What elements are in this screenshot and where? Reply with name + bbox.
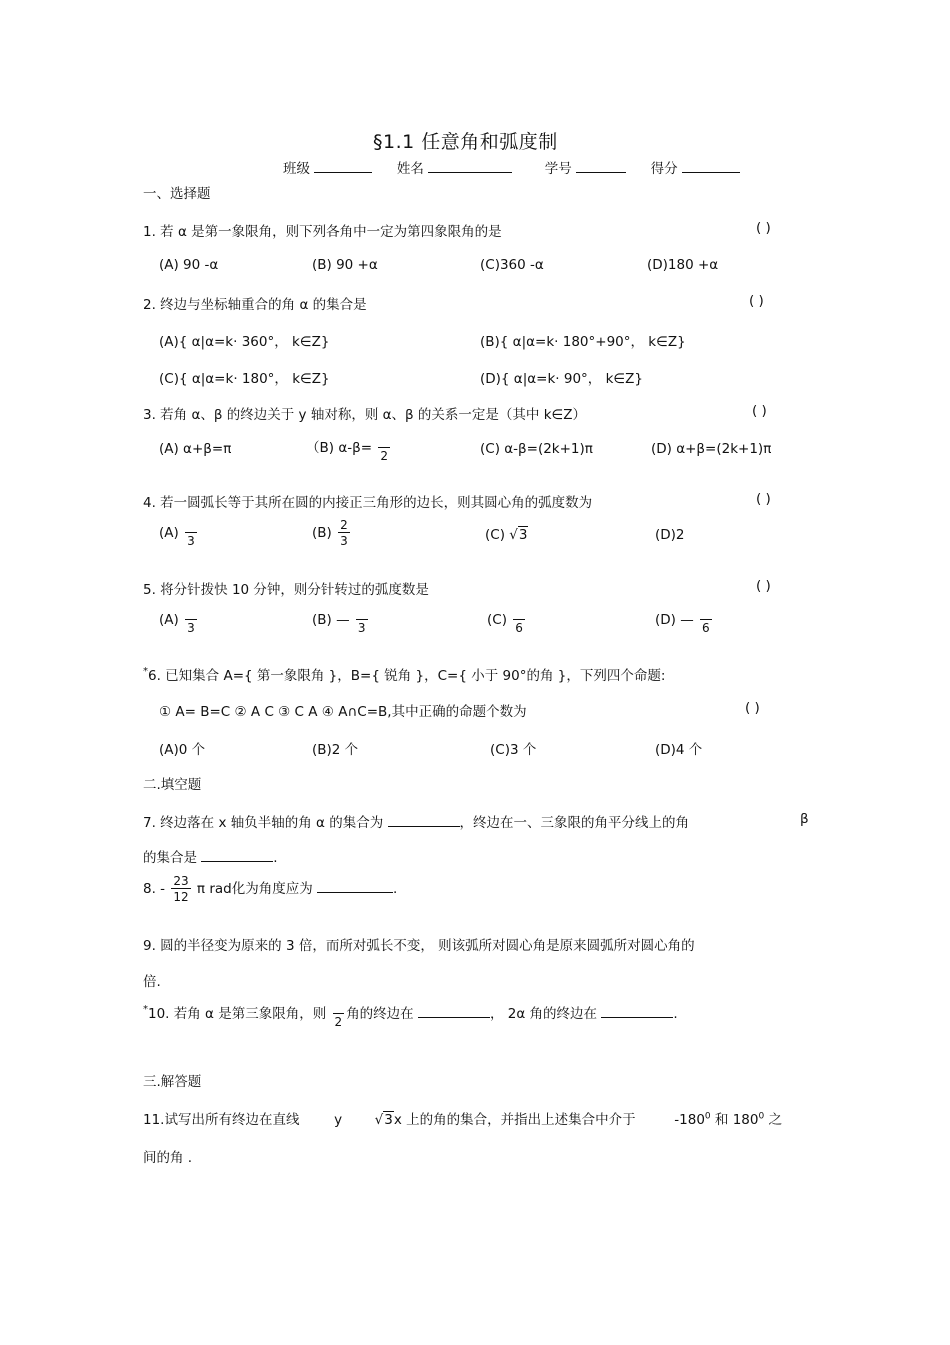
q11-x: x: [393, 1112, 402, 1128]
q11-y: y: [334, 1112, 343, 1128]
q5-option-c-label: (C): [487, 612, 507, 628]
q10-prefix: 10. 若角 α 是第三象限角，则: [148, 1006, 327, 1022]
q5-option-c-fraction: [513, 606, 525, 634]
q2-option-b: (B){ α|α=k· 180°+90°， k∈Z}: [480, 334, 686, 350]
q8: [143, 875, 397, 903]
q8-text: π rad化为角度应为: [196, 881, 313, 897]
q8-prefix: 8. -: [143, 881, 166, 897]
q6-answer-paren: ( ): [745, 700, 760, 716]
q5-option-c: [487, 606, 527, 634]
q3-option-a: (A) α+β=π: [159, 441, 232, 457]
q2-option-a: (A){ α|α=k· 360°， k∈Z}: [159, 334, 330, 350]
q10-middle: 角的终边在: [346, 1006, 414, 1022]
q8-end: .: [393, 881, 398, 897]
q11-degree-2: 0: [758, 1111, 765, 1122]
q4-option-b: [312, 519, 352, 547]
q5-option-d-fraction: [700, 606, 712, 634]
q10-blank-2[interactable]: [601, 1003, 673, 1018]
q5-option-a: [159, 606, 199, 634]
q8-blank[interactable]: [317, 878, 393, 893]
q10-part2: 2α 角的终边在: [507, 1006, 598, 1022]
q3-answer-paren: ( ): [752, 403, 767, 419]
q1-option-c: (C)360 -α: [480, 257, 544, 273]
q6-propositions: ① A= B=C ② A C ③ C A ④ A∩C=B,其中正确的命题个数为: [159, 704, 527, 720]
q6-stem-text: 6. 已知集合 A={ 第一象限角 }，B={ 锐角 }，C={ 小于 90°的角 }，下列四个命题:: [148, 668, 666, 684]
q3-option-c: (C) α-β=(2k+1)π: [480, 441, 593, 457]
q11-line1: [143, 1108, 782, 1128]
q11-line2: 间的角 .: [143, 1150, 193, 1166]
name-label: 姓名: [396, 161, 424, 177]
q3-option-b-label: （B) α-β=: [306, 440, 373, 456]
id-field[interactable]: [576, 158, 626, 173]
q1-option-d: (D)180 +α: [647, 257, 719, 273]
q7-blank-1[interactable]: [388, 812, 460, 827]
q4-option-c-label: (C): [485, 527, 505, 543]
q7-part2: ，终边在一、三象限的角平分线上的角: [459, 815, 690, 831]
q7-line1: [143, 811, 689, 831]
q4-option-c-sqrt: √3: [509, 527, 528, 543]
q5-option-b: [312, 606, 370, 634]
q4-option-a: [159, 519, 199, 547]
q10: [143, 1000, 678, 1028]
q2-answer-paren: ( ): [749, 293, 764, 309]
q8-numerator: 23: [173, 874, 189, 888]
q1-option-a: (A) 90 -α: [159, 257, 219, 273]
q4-option-b-fraction: [338, 519, 350, 547]
q5-option-b-denominator: 3: [357, 621, 366, 635]
q4-option-d: (D)2: [655, 527, 685, 543]
score-label: 得分: [650, 161, 678, 177]
q11-value-1: -180: [674, 1112, 705, 1128]
q5-option-a-denominator: 3: [187, 621, 195, 635]
q11-degree-1: 0: [704, 1111, 711, 1122]
q5-option-d-label: (D) —: [655, 612, 694, 628]
q5-option-a-label: (A): [159, 612, 179, 628]
q10-blank-1[interactable]: [418, 1003, 490, 1018]
name-field[interactable]: [428, 158, 512, 173]
q4-option-a-label: (A): [159, 525, 179, 541]
q1-answer-paren: ( ): [756, 220, 771, 236]
q3-option-d: (D) α+β=(2k+1)π: [651, 441, 772, 457]
q6-stem: [143, 664, 665, 684]
section-solve: 三.解答题: [143, 1074, 202, 1090]
section-choice: 一、选择题: [143, 186, 211, 202]
q2-option-c: (C){ α|α=k· 180°， k∈Z}: [159, 371, 330, 387]
q3-option-b-fraction: [378, 434, 390, 462]
q11-suffix: 之: [764, 1112, 783, 1128]
q6-star-mark: *: [143, 666, 148, 677]
q11-radicand: 3: [384, 1112, 393, 1128]
q4-option-b-label: (B): [312, 525, 332, 541]
score-field[interactable]: [682, 158, 740, 173]
q2-stem: 2. 终边与坐标轴重合的角 α 的集合是: [143, 297, 367, 313]
q11-and: 和 180: [710, 1112, 759, 1128]
q7-blank-2[interactable]: [201, 847, 273, 862]
q5-option-b-fraction: [356, 606, 368, 634]
q4-option-b-denominator: 3: [340, 534, 348, 548]
header-fields: [283, 157, 740, 177]
q7-part1: 7. 终边落在 x 轴负半轴的角 α 的集合为: [143, 815, 384, 831]
q9-line1: 9. 圆的半径变为原来的 3 倍，而所对弧长不变， 则该弧所对圆心角是原来圆弧所对圆心角的: [143, 938, 695, 954]
q4-option-b-numerator: 2: [340, 518, 348, 532]
q11-prefix: 11.试写出所有终边在直线: [143, 1112, 300, 1128]
q11-sqrt: √3: [374, 1112, 393, 1128]
q3-stem: 3. 若角 α、β 的终边关于 y 轴对称，则 α、β 的关系一定是（其中 k∈Z）: [143, 407, 587, 423]
q1-stem: 1. 若 α 是第一象限角，则下列各角中一定为第四象限角的是: [143, 224, 502, 240]
q10-denominator: 2: [334, 1015, 343, 1029]
q9-line2: 倍.: [143, 974, 161, 990]
q4-stem: 4. 若一圆弧长等于其所在圆的内接正三角形的边长，则其圆心角的弧度数为: [143, 495, 593, 511]
q5-option-a-fraction: [185, 606, 197, 634]
section-fill-in: 二.填空题: [143, 777, 202, 793]
q5-option-d: [655, 606, 714, 634]
q4-option-a-fraction: [185, 519, 197, 547]
id-label: 学号: [544, 161, 572, 177]
q6-option-c: (C)3 个: [490, 742, 537, 758]
q5-option-b-label: (B) —: [312, 612, 350, 628]
q7-end: .: [273, 850, 278, 866]
q11-middle: 上的角的集合，并指出上述集合中介于: [401, 1112, 636, 1128]
page-title: §1.1 任意角和弧度制: [373, 131, 558, 153]
q3-option-b-denominator: 2: [380, 449, 388, 463]
q6-option-d: (D)4 个: [655, 742, 703, 758]
q4-option-c: [485, 527, 528, 543]
q5-stem: 5. 将分针拨快 10 分钟，则分针转过的弧度数是: [143, 582, 429, 598]
class-label: 班级: [283, 161, 310, 177]
q6-option-b: (B)2 个: [312, 742, 359, 758]
q5-answer-paren: ( ): [756, 578, 771, 594]
q3-option-b: [306, 434, 392, 462]
q8-denominator: 12: [173, 890, 189, 904]
q7-line2: [143, 846, 278, 866]
q10-end: .: [673, 1006, 678, 1022]
q6-option-a: (A)0 个: [159, 742, 206, 758]
q2-option-d: (D){ α|α=k· 90°， k∈Z}: [480, 371, 644, 387]
q7-line2-text: 的集合是: [143, 850, 197, 866]
q10-separator: ，: [489, 1006, 504, 1022]
q8-fraction: [171, 875, 190, 903]
q10-star-mark: *: [143, 1004, 148, 1015]
q4-answer-paren: ( ): [756, 491, 771, 507]
q7-beta: β: [800, 811, 809, 827]
class-field[interactable]: [314, 158, 372, 173]
q5-option-c-denominator: 6: [515, 621, 523, 635]
q5-option-d-denominator: 6: [702, 621, 710, 635]
q10-fraction: [333, 1000, 345, 1028]
q4-option-a-denominator: 3: [187, 534, 195, 548]
q1-option-b: (B) 90 +α: [312, 257, 378, 273]
q4-option-c-radicand: 3: [518, 527, 528, 543]
